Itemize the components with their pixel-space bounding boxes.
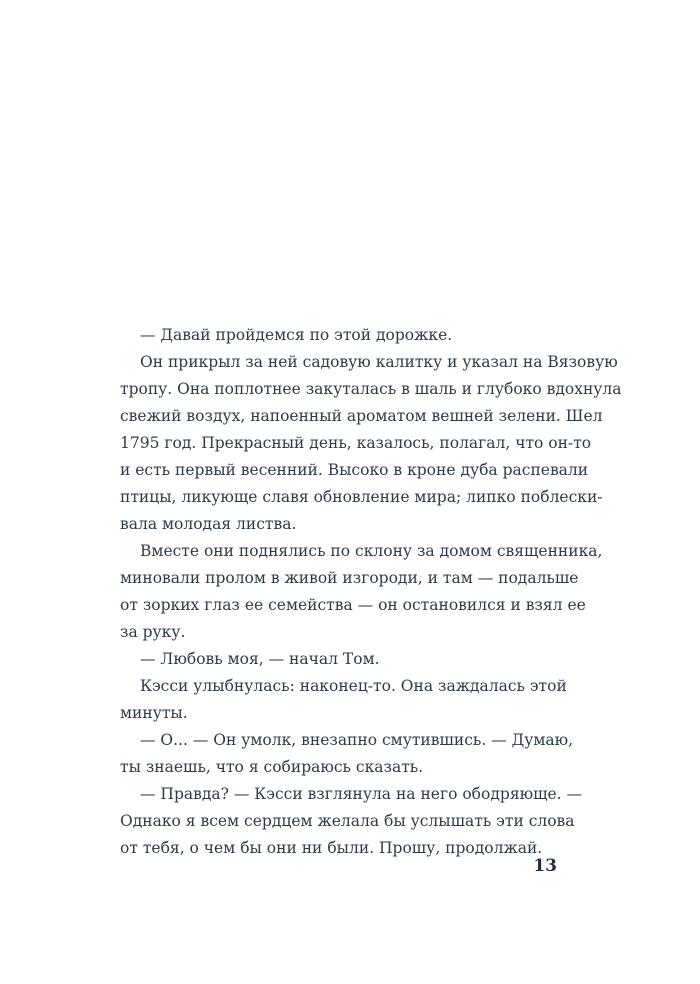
text-line: — Давай пройдемся по этой дорожке. <box>140 326 453 344</box>
page-number: 13 <box>533 856 557 876</box>
text-line: Вместе они поднялись по склону за домом священника, <box>140 542 603 560</box>
text-line: ты знаешь, что я собираюсь сказать. <box>120 758 424 776</box>
text-line: минуты. <box>120 704 188 722</box>
text-line: за руку. <box>120 623 186 641</box>
text-line: вала молодая листва. <box>120 515 297 533</box>
text-line: от тебя, о чем бы они ни были. Прошу, продолжай. <box>120 839 543 857</box>
text-line: миновали пролом в живой изгороди, и там — подальше <box>120 569 579 587</box>
text-line: тропу. Она поплотнее закуталась в шаль и глубоко вдохнула <box>120 380 622 398</box>
text-line: от зорких глаз ее семейства — он остановился и взял ее <box>120 596 586 614</box>
body-text <box>120 322 622 862</box>
text-line: — Любовь моя, — начал Том. <box>140 650 380 668</box>
text-line: Кэсси улыбнулась: наконец-то. Она заждалась этой <box>140 677 567 695</box>
text-line: Он прикрыл за ней садовую калитку и указал на Вязовую <box>140 353 618 371</box>
text-line: 1795 год. Прекрасный день, казалось, полагал, что он-то <box>120 434 592 452</box>
text-line: птицы, ликующе славя обновление мира; липко поблески- <box>120 488 603 506</box>
text-line: свежий воздух, напоенный ароматом вешней зелени. Шел <box>120 407 603 425</box>
text-line: — Правда? — Кэсси взглянула на него ободряюще. — <box>140 785 583 803</box>
text-line: и есть первый весенний. Высоко в кроне дуба распевали <box>120 461 589 479</box>
text-line: Однако я всем сердцем желала бы услышать эти слова <box>120 812 575 830</box>
text-line: — О... — Он умолк, внезапно смутившись. — Думаю, <box>140 731 574 749</box>
